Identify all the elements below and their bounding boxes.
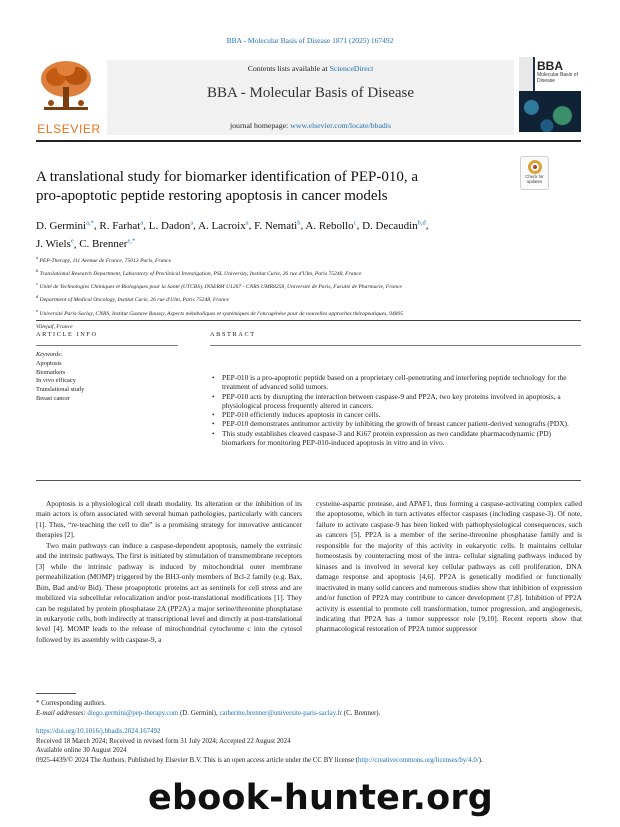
author[interactable] [99,220,143,232]
available-online: Available online 30 August 2024 [36,747,127,755]
affiliation [36,292,506,305]
affiliation [36,306,506,319]
elsevier-wordmark: ELSEVIER [37,122,101,136]
author-name: J. Wiels [36,238,71,251]
body-paragraph: Apoptosis is a physiological cell death modality. Its alteration or the inhibition of its main actors is often associated with several human pathologies, particularly with cancers [1]. Thus, “re-teaching the cell to die” is a promising strategy for innovative anticancer therapies [2]. [36,499,302,540]
keyword: Apoptosis [36,360,62,367]
article-title-line-2: pro-apoptotic peptide restoring apoptosis in cancer models [36,188,388,204]
affiliation-text: Villejuif, France [36,323,73,330]
cover-title: BBA [537,59,563,73]
affiliation-text: Université Paris-Saclay, CNRS, Institut Gustave Roussy, Aspects métaboliques et systémiques de l'oncogénèse pour de nouvelles approches thérapeutiques, 94805 [39,310,404,317]
article-title-line-1: A translational study for biomarker identification of PEP-010, a [36,169,419,185]
author-affiliation-marker[interactable]: b [297,219,301,226]
journal-cover-image[interactable] [519,57,581,132]
email-link-germini[interactable]: diego.germini@pep-therapy.com [87,710,179,717]
copyright-line [36,756,581,766]
journal-citation-line [0,36,620,45]
author-affiliation-marker[interactable]: b,d [417,219,426,226]
elsevier-tree-icon [36,57,96,115]
elsevier-logo [36,55,102,135]
author[interactable] [36,238,74,250]
author[interactable] [254,220,300,232]
journal-title: BBA - Molecular Basis of Disease [206,85,415,101]
keyword: In vivo efficacy [36,377,76,385]
sciencedirect-link[interactable]: ScienceDirect [329,64,374,73]
email-label: E-mail addresses: [36,710,88,717]
watermark: ebook-hunter.org [148,778,494,818]
author-name: C. Brenner [79,238,128,251]
highlight-list [212,373,580,447]
author-affiliation-marker[interactable]: a [140,219,144,226]
email-name-germini: (D. Germini), [178,710,220,717]
author-affiliation-marker[interactable]: a [190,219,194,226]
check-for-updates-icon [528,160,542,174]
journal-citation-link[interactable]: BBA - Molecular Basis of Disease 1871 (2025) 167492 [226,36,394,45]
author[interactable] [305,220,356,232]
doi-link[interactable]: https://doi.org/10.1016/j.bbadis.2024.167492 [36,728,161,735]
abstract-heading: ABSTRACT [210,331,256,338]
section-rule [36,320,581,321]
keywords-label: Keywords: [36,351,63,358]
keyword-list [36,360,84,404]
author-affiliation-marker[interactable]: e,* [127,237,136,245]
affiliation-text: Department of Medical Oncology, Institut Curie, 26 rue d'Ulm, Paris 75248, France [39,297,229,304]
author-name: A. Lacroix [198,219,246,232]
article-info-heading: ARTICLE INFO [36,331,98,338]
affiliation-marker: d [36,294,39,300]
contents-prefix: Contents lists available at [247,64,330,73]
cover-subtitle: Molecular Basis of Disease [537,72,578,84]
affiliation-marker: c [36,281,38,287]
keyword: Biomarkers [36,368,66,376]
journal-homepage-line [107,121,514,130]
license-link[interactable]: http://creativecommons.org/licenses/by/4.0/ [357,756,479,764]
author[interactable] [362,220,426,232]
received-dates: Received 18 March 2024; Received in revised form 31 July 2024; Accepted 22 August 2024 [36,737,291,745]
cover-strip [519,57,533,91]
affiliation [36,266,506,279]
author-name: D. Germini [36,219,87,232]
affiliation [36,253,506,266]
highlight-item: • PEP-010 acts by disrupting the interaction between caspase-9 and PP2A, two key proteins involved in apoptosis, a physiological process frequently altered in cancers. [212,392,580,411]
contents-line [107,64,514,73]
affiliation-text: Unité de Technologies Chimiques et Biologiques pour la Santé (UTCBS), INSERM U1267 - CNRS UMR8258, Université de Paris, Faculté de Pharmacie, France [39,284,402,291]
email-name-brenner: (C. Brenner). [342,710,381,717]
author-affiliation-marker[interactable]: a [245,219,249,226]
cover-micrograph [519,91,581,132]
body-column-left [36,499,302,645]
homepage-link[interactable]: www.elsevier.com/locate/bbadis [290,121,392,130]
affiliation-marker: a [36,255,38,260]
publication-info [36,727,581,765]
article-info-rule [36,345,178,346]
footnote [36,699,581,719]
copyright-prefix: 0925-4439/© 2024 The Authors. Published by Elsevier B.V. This is an open access article under the CC BY license ( [36,756,358,764]
author-name: R. Farhat [99,219,141,232]
highlight-item: • PEP-010 efficiently induces apoptosis in cancer cells. [212,410,580,419]
copyright-suffix: ). [478,756,483,764]
author-name: A. Rebollo [305,219,354,232]
keyword: Breast cancer [36,394,71,402]
body-paragraph: Two main pathways can induce a caspase-dependent apoptosis, namely the extrinsic and the intrinsic pathways. The first is initiated by stimulation of transmembrane receptors [3] while the intrinsic pathway is induced by mitochondrial outer membrane permeabilization (MOMP) triggered by the BH3-only members of Bcl-2 family (e.g. Bax, Bim, Bad and/or Bid). These proapoptotic proteins act as sentinels for cell stress and are mobilized via subcellular relocalization and/or post-translational modifications [1]. They can be regulated by protein phosphatase 2A (PP2A) a major serine/threonine phosphatase in eukaryotic cells, both indirectly at transcriptional level and directly at post-translational level [4]. MOMP leads to the release of mitochondrial cytochrome c into the cytosol followed by its assembly with caspase-9, a [36,540,303,644]
header-rule [36,140,581,142]
check-for-updates-label: Check for updates [525,174,544,184]
keyword: Translational study [36,386,85,394]
corresponding-authors-note: * Corresponding authors. [36,700,106,707]
abstract-end-rule [36,480,581,481]
affiliation [36,279,506,292]
author[interactable] [36,220,94,232]
author-name: F. Nemati [254,219,298,232]
abstract-rule [210,345,581,346]
author-affiliation-marker[interactable]: e [70,237,74,245]
author-affiliation-marker[interactable]: a,* [86,219,94,226]
affiliation-text: PEP-Therapy, 111 Avenue de France, 75013 Paris, France [39,257,172,264]
email-line [36,709,581,719]
author-name: D. Decaudin [362,219,418,232]
author-affiliation-marker[interactable]: c [353,219,357,226]
affiliation-marker: b [36,268,39,274]
highlight-item: • PEP-010 is a pro-apoptotic peptide based on a proprietary cell-penetrating and interfering peptide technology for the treatment of advanced solid tumors. [212,373,580,392]
body-paragraph: cysteine-aspartic protease, and APAF1, thus forming a caspase-activating complex called the apoptosome, which in turn activates effector caspases (including caspase-3). Of note, failure to activate caspase-9 has been linked with pathophysiological consequences, such as cancers [5]. PP2A is a member of the serine-threonine phosphatase family and is responsible for the majority of this activity in eukaryotic cells. It maintains cellular homeostasis by counteracting most of the intra- cellular signaling pathways induced by kinases and is involved in several key cellular pathways as cell proliferation, DNA damage response and apoptosis [4,6]. PP2A is genetically modified or functionally inactivated in many solid cancers and numerous studies show that inhibition of expression and/or function of PP2A may contribute to cancer development [7,8]. Inhibition of PP2A activity is essential to promote cell transformation, tumor progression, and angiogenesis, indicating that PP2A has a tumor suppressor role [9,10]. Recent reports show that pharmacological restoration of PP2A tumor suppressor [316,499,582,634]
author-name: L. Dadon [148,219,191,232]
author-list: D. Germini$^{a,*}$, R. Farhat$^a$, L. Dadon$^a$, A. Lacroix$^a$, F. Nemati$^b$, A. Rebollo$^c$, D. Decaudin$^{b,d}$, J. Wiels$^e$, C. Brenner$^{e,*}$ [36,219,429,251]
author[interactable] [149,220,193,232]
highlight-item: • PEP-010 demonstrates antitumor activity by inhibiting the growth of breast cancer patient-derived xenografts (PDX). [212,419,580,428]
article-title [36,168,496,206]
affiliation-text: Translational Research Department, Laboratory of Preclinical Investigation, PSL University, Institut Curie, 26 rue d'Ulm, Paris 75248, France [39,271,362,278]
author[interactable] [79,238,135,250]
check-for-updates-badge[interactable] [520,156,549,190]
author[interactable] [198,220,249,232]
footnote-rule [36,693,76,694]
email-link-brenner[interactable]: catherine.brenner@universite-paris-saclay.fr [219,710,343,717]
body-column-right [316,499,582,635]
affiliation-marker: e [36,307,38,313]
highlight-item: • This study establishes cleaved caspase-3 and Ki67 protein expression as two candidate pharmacodynamic (PD) biomarkers for monitoring PEP-010-induced apoptosis in vitro and in vivo. [212,429,580,448]
homepage-prefix: journal homepage: [229,121,291,130]
